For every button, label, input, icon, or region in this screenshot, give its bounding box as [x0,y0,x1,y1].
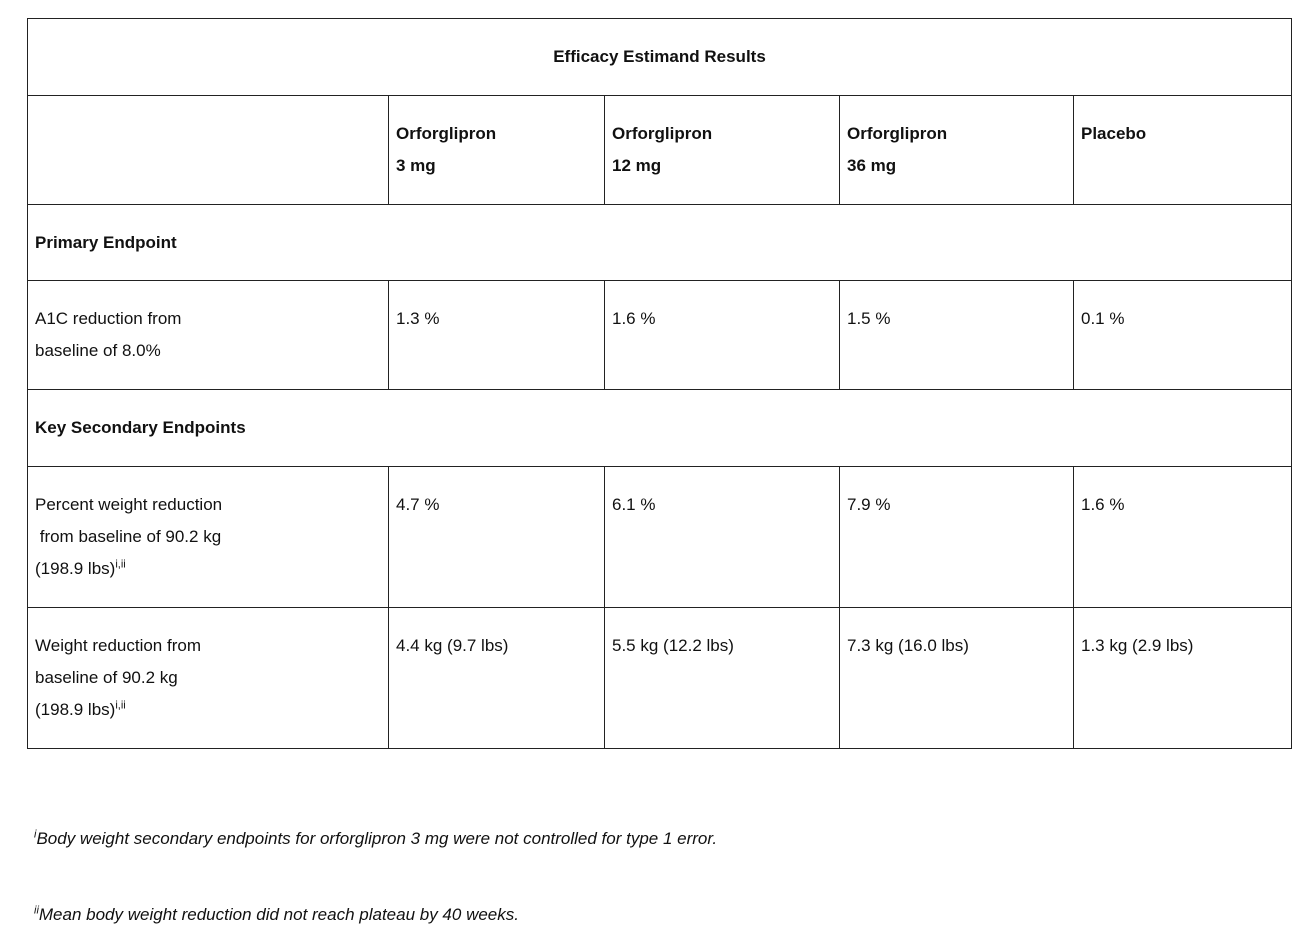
table-title: Efficacy Estimand Results [28,19,1292,96]
efficacy-table [27,18,1292,749]
footnote-2 [34,905,519,925]
label-line: Percent weight reduction [35,495,223,514]
cell: 5.5 kg (12.2 lbs) [605,608,840,749]
cell: 4.7 % [389,467,605,608]
header-line: 3 mg [396,156,436,175]
cell: 6.1 % [605,467,840,608]
row-label [28,281,389,390]
header-empty [28,96,389,205]
label-line [35,694,381,726]
section-row [28,205,1292,281]
section-secondary: Key Secondary Endpoints [28,390,1292,467]
cell: 7.9 % [840,467,1074,608]
label-text: (198.9 lbs) [35,700,116,719]
cell: 1.6 % [1074,467,1292,608]
label-line: A1C reduction from [35,309,182,328]
header-cell [840,96,1074,205]
label-line: from baseline of 90.2 kg [35,527,222,546]
table-row [28,467,1292,608]
header-cell [1074,96,1292,205]
section-primary: Primary Endpoint [28,205,1292,281]
cell: 1.5 % [840,281,1074,390]
footnote-text: Body weight secondary endpoints for orforglipron 3 mg were not controlled for type 1 error. [36,829,718,848]
cell: 7.3 kg (16.0 lbs) [840,608,1074,749]
header-row [28,96,1292,205]
cell: 1.3 % [389,281,605,390]
footnote-ref: i,ii [115,699,126,712]
table-row [28,281,1292,390]
header-line: Placebo [1081,124,1147,143]
footnote-mark: ii [34,904,39,917]
label-line [35,553,381,585]
row-label [28,467,389,608]
header-cell [389,96,605,205]
footnote-1 [34,829,717,849]
footnote-mark: i [34,828,37,841]
header-line: 12 mg [612,156,662,175]
label-line: baseline of 8.0% [35,341,161,360]
label-line: baseline of 90.2 kg [35,668,178,687]
row-label [28,608,389,749]
footnote-text: Mean body weight reduction did not reach plateau by 40 weeks. [38,905,519,924]
cell: 4.4 kg (9.7 lbs) [389,608,605,749]
header-cell [605,96,840,205]
cell: 1.3 kg (2.9 lbs) [1074,608,1292,749]
header-line: Orforglipron [396,124,497,143]
cell: 0.1 % [1074,281,1292,390]
cell: 1.6 % [605,281,840,390]
header-line: 36 mg [847,156,897,175]
table-row [28,608,1292,749]
label-line: Weight reduction from [35,636,201,655]
footnote-ref: i,ii [115,558,126,571]
header-line: Orforglipron [612,124,713,143]
header-line: Orforglipron [847,124,948,143]
label-text: (198.9 lbs) [35,559,116,578]
section-row [28,390,1292,467]
title-row [28,19,1292,96]
